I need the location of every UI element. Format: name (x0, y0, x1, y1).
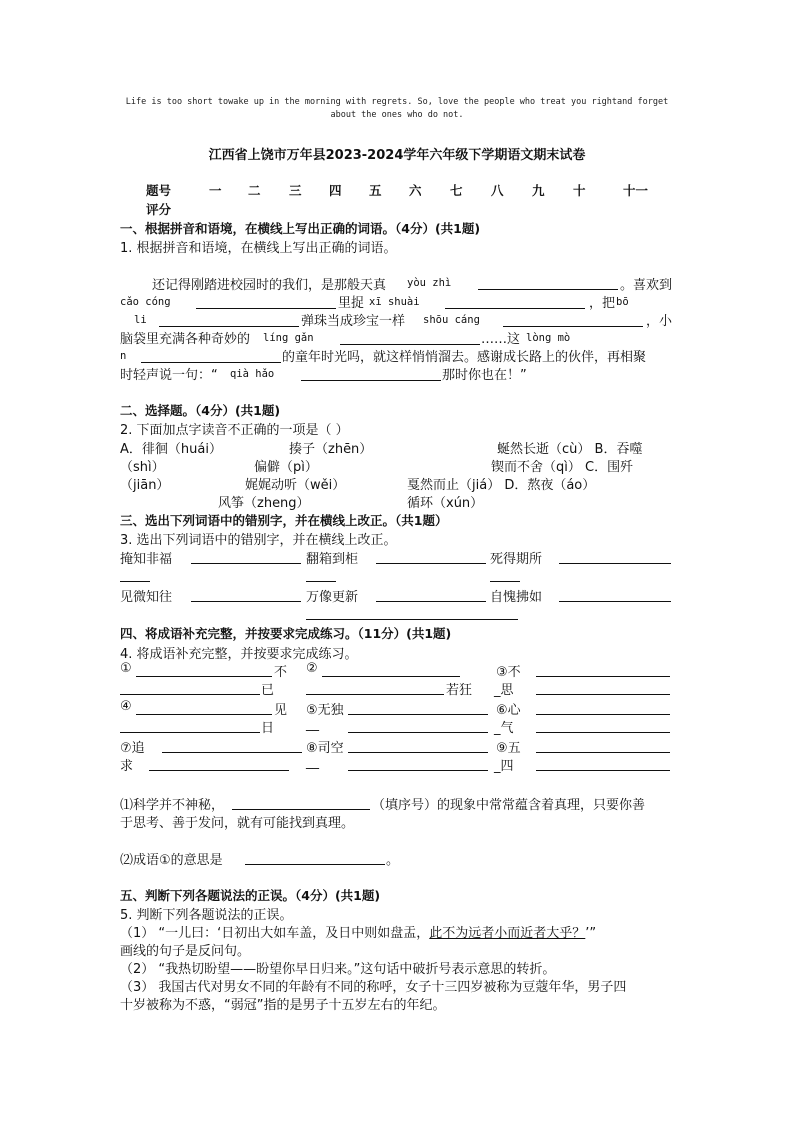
idiom-7-number: ⑦追 (120, 741, 145, 756)
idiom-1-blank-b[interactable] (120, 694, 260, 695)
q1-blank-5[interactable] (503, 326, 643, 327)
q1-line6-end: 那时你也在！” (442, 368, 527, 383)
q1-line2-text: 里捉 (338, 296, 365, 311)
q1-pinyin-7a: lòng mò (526, 332, 571, 344)
idiom-4-number: ④ (120, 699, 132, 714)
q1-pinyin-2: cǎo cóng (120, 296, 171, 308)
idiom-9-blank-b[interactable] (536, 770, 670, 771)
idiom-8-blank-a[interactable] (348, 752, 488, 753)
idiom-5-char: __ (306, 717, 319, 732)
q1-line1-end: 。喜欢到 (620, 278, 673, 293)
q5-item-3-cont: 十岁被称为不惑，“弱冠”指的是男子十五岁左右的年纪。 (120, 998, 446, 1013)
idiom-3-blank-a[interactable] (536, 676, 670, 677)
score-col-8: 八 (491, 183, 504, 198)
q2-option-c: 锲而不舍（qì） C．围歼 (491, 460, 634, 475)
q1-pinyin-4a: bō (616, 296, 629, 308)
idiom-6-blank-b[interactable] (536, 732, 670, 733)
idiom-1-blank-a[interactable] (136, 676, 272, 677)
q3-blank-5[interactable] (376, 601, 486, 602)
q1-line3-text: 弹珠当成珍宝一样 (301, 314, 406, 329)
q2-word-4: （shì） (120, 460, 165, 475)
q1-line4-end: ……这 (481, 332, 521, 347)
q2-word-8: 娓娓动听（wěi） (245, 478, 346, 493)
q3-blank-2a[interactable] (376, 563, 486, 564)
q3-blank-3b[interactable] (490, 581, 520, 582)
q5-item-1-underlined: 此不为远者小而近者大乎？ (429, 926, 586, 941)
idiom-7-blank-a[interactable] (162, 752, 302, 753)
q3-word-2: 翻箱到柜 (306, 552, 359, 567)
idiom-1-number: ① (120, 661, 132, 676)
score-col-10: 十 (573, 183, 586, 198)
question-3: 3. 选出下列词语中的错别字，并在横线上改正。 (120, 533, 397, 548)
q2-word-7: （jiān） (120, 478, 170, 493)
q1-line1-text: 还记得刚踏进校园时的我们，是那般天真 (152, 278, 387, 293)
idiom-3-number: ③不 (496, 665, 521, 680)
q1-line3-end: ，小 (646, 314, 673, 329)
idiom-5-blank-b[interactable] (348, 732, 488, 733)
q1-pinyin-5: shōu cáng (423, 314, 480, 326)
q2-word-11: 循环（xún） (407, 496, 484, 511)
q5-item-1-text-b: ’” (585, 926, 597, 941)
q2-word-5: 偏僻（pì） (254, 460, 318, 475)
q1-blank-3[interactable] (445, 308, 585, 309)
q3-blank-6[interactable] (559, 601, 671, 602)
score-col-6: 六 (409, 183, 422, 198)
q2-word-10: 风筝（zheng） (218, 496, 310, 511)
idiom-1-char-a: 不 (274, 665, 288, 680)
idiom-2-char: 若狂 (446, 683, 473, 698)
q4-part1-text-c: 于思考、善于发问，就有可能找到真理。 (120, 816, 355, 831)
idiom-3-blank-b[interactable] (536, 694, 670, 695)
idiom-3-char: _思 (494, 683, 514, 698)
q4-part2-text-a: ⑵成语①的意思是 (120, 853, 223, 868)
q1-blank-1[interactable] (478, 289, 618, 290)
q3-blank-1a[interactable] (191, 563, 301, 564)
q2-option-a: A．徘徊（huái） (120, 442, 222, 457)
q1-blank-7[interactable] (141, 362, 281, 363)
question-2: 2. 下面加点字读音不正确的一项是（ ） (120, 423, 349, 438)
q5-item-1 (120, 922, 596, 941)
idiom-1-char-b: 已 (261, 683, 275, 698)
q1-blank-6[interactable] (340, 344, 480, 345)
score-col-4: 四 (329, 183, 342, 198)
idiom-9-char: _四 (494, 759, 514, 774)
q2-option-d: 戛然而止（jiá） D．熬夜（áo） (407, 478, 596, 493)
q3-word-1: 掩知非福 (120, 552, 173, 567)
score-grade-label: 评分 (146, 202, 172, 217)
score-row-label: 题号 (146, 183, 172, 198)
section-3-heading: 三、选出下列词语中的错别字，并在横线上改正。（共1题） (120, 513, 448, 528)
idiom-4-char-b: 日 (261, 721, 275, 736)
section-5-heading: 五、判断下列各题说法的正误。（4分）(共1题) (120, 888, 381, 903)
score-col-1: 一 (209, 183, 222, 198)
idiom-8-blank-b[interactable] (348, 770, 488, 771)
q1-blank-8[interactable] (301, 380, 441, 381)
idiom-9-blank-a[interactable] (536, 752, 670, 753)
idiom-5-blank-a[interactable] (348, 714, 488, 715)
q3-word-6: 自愧拂如 (490, 590, 543, 605)
section-4-heading: 四、将成语补充完整，并按要求完成练习。（11分）(共1题) (120, 626, 452, 641)
header-quote: Life is too short towake up in the morning with regrets. So, love the people who treat you rightand forget about the ones who do not. (125, 97, 669, 120)
idiom-7-char: 求 (120, 759, 134, 774)
q1-pinyin-8: qià hǎo (230, 368, 275, 380)
idiom-8-char: __ (306, 755, 319, 770)
q4-part1-text-a: ⑴科学并不神秘， (120, 798, 225, 813)
q4-part2-blank[interactable] (245, 864, 385, 865)
idiom-4-blank-b[interactable] (120, 732, 260, 733)
exam-title: 江西省上饶市万年县2023-2024学年六年级下学期语文期末试卷 (208, 148, 586, 163)
q1-line4-text: 脑袋里充满各种奇妙的 (120, 332, 251, 347)
q5-item-2: （2） “我热切盼望——盼望你早日归来。”这句话中破折号表示意思的转折。 (120, 962, 556, 977)
idiom-2-number: ② (306, 661, 318, 676)
score-col-2: 二 (248, 183, 261, 198)
question-1: 1. 根据拼音和语境，在横线上写出正确的词语。 (120, 241, 397, 256)
question-4: 4. 将成语补充完整，并按要求完成练习。 (120, 647, 358, 662)
idiom-2-blank-a[interactable] (322, 676, 460, 677)
question-5: 5. 判断下列各题说法的正误。 (120, 908, 293, 923)
idiom-4-blank-a[interactable] (136, 714, 272, 715)
idiom-6-char: _气 (494, 721, 514, 736)
score-col-11: 十一 (623, 183, 649, 198)
q3-blank-1b[interactable] (120, 581, 150, 582)
score-col-5: 五 (369, 183, 382, 198)
q1-pinyin-1: yòu zhì (407, 277, 452, 289)
q1-pinyin-4b: li (134, 314, 147, 326)
q4-part1-text-b: （填序号）的现象中常常蕴含着真理，只要你善 (372, 798, 646, 813)
q3-blank-2b[interactable] (306, 581, 336, 582)
q1-pinyin-3: xī shuài (369, 296, 420, 308)
idiom-5-number: ⑤无独 (306, 703, 344, 718)
idiom-4-char-a: 见 (274, 703, 288, 718)
q3-blank-4[interactable] (191, 601, 301, 602)
q5-item-3: （3） 我国古代对男女不同的年龄有不同的称呼，女子十三四岁被称为豆蔻年华，男子四 (120, 980, 627, 995)
section-2-heading: 二、选择题。（4分）(共1题) (120, 403, 281, 418)
q1-blank-2[interactable] (196, 308, 336, 309)
idiom-9-number: ⑨五 (496, 741, 521, 756)
q1-pinyin-7b: n (120, 350, 127, 362)
idiom-8-number: ⑧司空 (306, 741, 344, 756)
q1-line5-text: 的童年时光吗，就这样悄悄溜去。感谢成长路上的伙伴，再相聚 (282, 350, 647, 365)
q4-part1-blank[interactable] (232, 809, 370, 810)
q1-blank-4[interactable] (159, 326, 299, 327)
q1-line2-end: ，把 (589, 296, 616, 311)
q3-blank-3a[interactable] (559, 563, 671, 564)
idiom-6-number: ⑥心 (496, 703, 521, 718)
q3-word-5: 万像更新 (306, 590, 359, 605)
q2-option-b: 蜒然长逝（cù） B．吞噬 (497, 442, 643, 457)
idiom-6-blank-a[interactable] (536, 714, 670, 715)
score-col-3: 三 (289, 183, 302, 198)
q5-item-1-cont: 画线的句子是反问句。 (120, 944, 251, 959)
q1-line6-text: 时轻声说一句：“ (120, 368, 218, 383)
q3-word-3: 死得期所 (490, 552, 543, 567)
q3-blank-extra[interactable] (306, 619, 518, 620)
q5-item-1-text-a: （1） “一儿曰：‘日初出大如车盖，及日中则如盘盂， (120, 926, 430, 941)
idiom-2-blank-b[interactable] (306, 694, 444, 695)
idiom-7-blank-b[interactable] (149, 770, 289, 771)
q1-pinyin-6: líng gǎn (263, 332, 314, 344)
q3-word-4: 见微知往 (120, 590, 173, 605)
score-col-7: 七 (450, 183, 463, 198)
section-1-heading: 一、根据拼音和语境，在横线上写出正确的词语。（4分）(共1题) (120, 221, 481, 236)
score-col-9: 九 (532, 183, 545, 198)
q4-part2-text-b: 。 (386, 853, 400, 868)
q2-word-2: 揍子（zhēn） (289, 442, 373, 457)
